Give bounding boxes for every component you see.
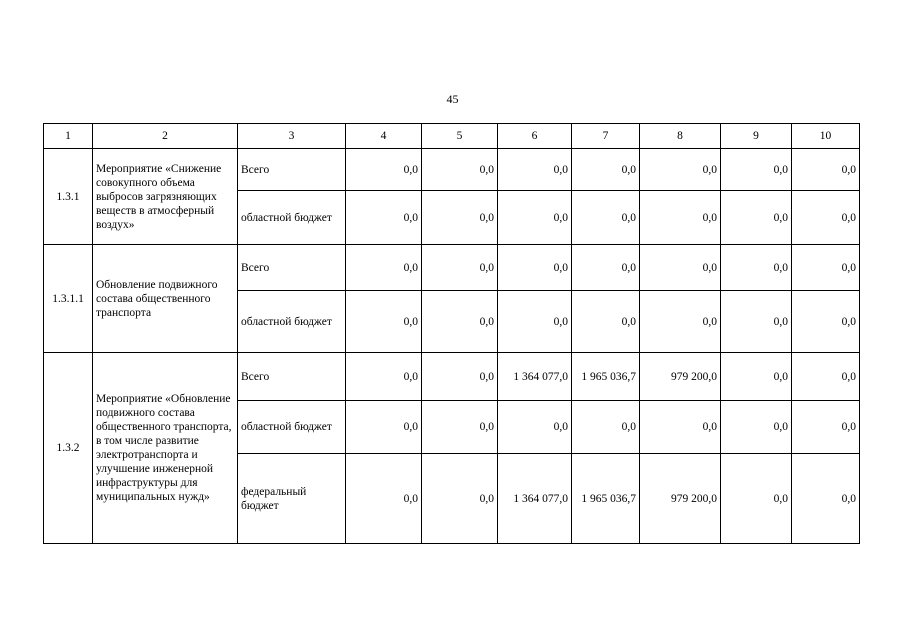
activity-name: Мероприятие «Снижение совокупного объема выбросов загрязняющих веществ в атмосферный воздух»	[93, 149, 238, 245]
table-row	[44, 245, 860, 291]
header-cell: 4	[346, 124, 422, 149]
amount-cell: 0,0	[498, 191, 572, 245]
activity-name: Мероприятие «Обновление подвижного состава общественного транспорта, в том числе развитие электротранспорта и улучшение инженерной инфраструктуры для муниципальных нужд»	[93, 353, 238, 544]
activity-name: Обновление подвижного состава общественного транспорта	[93, 245, 238, 353]
amount-cell: 0,0	[721, 401, 792, 454]
amount-cell: 0,0	[721, 291, 792, 353]
amount-cell: 0,0	[346, 353, 422, 401]
amount-cell: 0,0	[792, 149, 860, 191]
amount-cell: 0,0	[792, 353, 860, 401]
amount-cell: 0,0	[721, 245, 792, 291]
header-cell: 3	[238, 124, 346, 149]
amount-cell: 0,0	[572, 291, 640, 353]
funding-source: федеральный бюджет	[238, 454, 346, 544]
amount-cell: 0,0	[572, 191, 640, 245]
amount-cell: 0,0	[422, 291, 498, 353]
amount-cell: 0,0	[721, 191, 792, 245]
row-code: 1.3.1	[44, 149, 93, 245]
amount-cell: 0,0	[792, 454, 860, 544]
table-row	[44, 149, 860, 191]
header-cell: 9	[721, 124, 792, 149]
amount-cell: 0,0	[640, 245, 721, 291]
amount-cell: 0,0	[346, 149, 422, 191]
amount-cell: 0,0	[640, 149, 721, 191]
budget-table	[43, 123, 860, 544]
amount-cell: 1 364 077,0	[498, 353, 572, 401]
funding-source: областной бюджет	[238, 401, 346, 454]
header-cell: 5	[422, 124, 498, 149]
amount-cell: 0,0	[572, 149, 640, 191]
header-cell: 6	[498, 124, 572, 149]
funding-source: областной бюджет	[238, 291, 346, 353]
amount-cell: 0,0	[498, 245, 572, 291]
amount-cell: 0,0	[346, 291, 422, 353]
header-cell: 7	[572, 124, 640, 149]
amount-cell: 0,0	[721, 454, 792, 544]
amount-cell: 0,0	[498, 401, 572, 454]
amount-cell: 1 965 036,7	[572, 454, 640, 544]
amount-cell: 0,0	[422, 454, 498, 544]
amount-cell: 0,0	[346, 401, 422, 454]
funding-source: Всего	[238, 245, 346, 291]
amount-cell: 0,0	[792, 245, 860, 291]
table-row	[44, 353, 860, 401]
amount-cell: 1 965 036,7	[572, 353, 640, 401]
amount-cell: 0,0	[422, 191, 498, 245]
amount-cell: 0,0	[422, 245, 498, 291]
amount-cell: 0,0	[792, 291, 860, 353]
amount-cell: 0,0	[346, 245, 422, 291]
header-cell: 2	[93, 124, 238, 149]
row-code: 1.3.2	[44, 353, 93, 544]
header-cell: 1	[44, 124, 93, 149]
amount-cell: 0,0	[721, 353, 792, 401]
page-number: 45	[446, 92, 459, 106]
funding-source: Всего	[238, 353, 346, 401]
amount-cell: 0,0	[640, 401, 721, 454]
amount-cell: 0,0	[640, 191, 721, 245]
amount-cell: 1 364 077,0	[498, 454, 572, 544]
amount-cell: 0,0	[721, 149, 792, 191]
row-code: 1.3.1.1	[44, 245, 93, 353]
amount-cell: 0,0	[498, 149, 572, 191]
header-cell: 8	[640, 124, 721, 149]
funding-source: областной бюджет	[238, 191, 346, 245]
amount-cell: 0,0	[422, 149, 498, 191]
amount-cell: 0,0	[572, 401, 640, 454]
amount-cell: 0,0	[792, 191, 860, 245]
amount-cell: 0,0	[640, 291, 721, 353]
header-row	[44, 124, 860, 149]
header-cell: 10	[792, 124, 860, 149]
amount-cell: 0,0	[498, 291, 572, 353]
amount-cell: 0,0	[346, 191, 422, 245]
amount-cell: 979 200,0	[640, 454, 721, 544]
amount-cell: 0,0	[572, 245, 640, 291]
amount-cell: 0,0	[346, 454, 422, 544]
funding-source: Всего	[238, 149, 346, 191]
amount-cell: 979 200,0	[640, 353, 721, 401]
amount-cell: 0,0	[792, 401, 860, 454]
amount-cell: 0,0	[422, 401, 498, 454]
amount-cell: 0,0	[422, 353, 498, 401]
